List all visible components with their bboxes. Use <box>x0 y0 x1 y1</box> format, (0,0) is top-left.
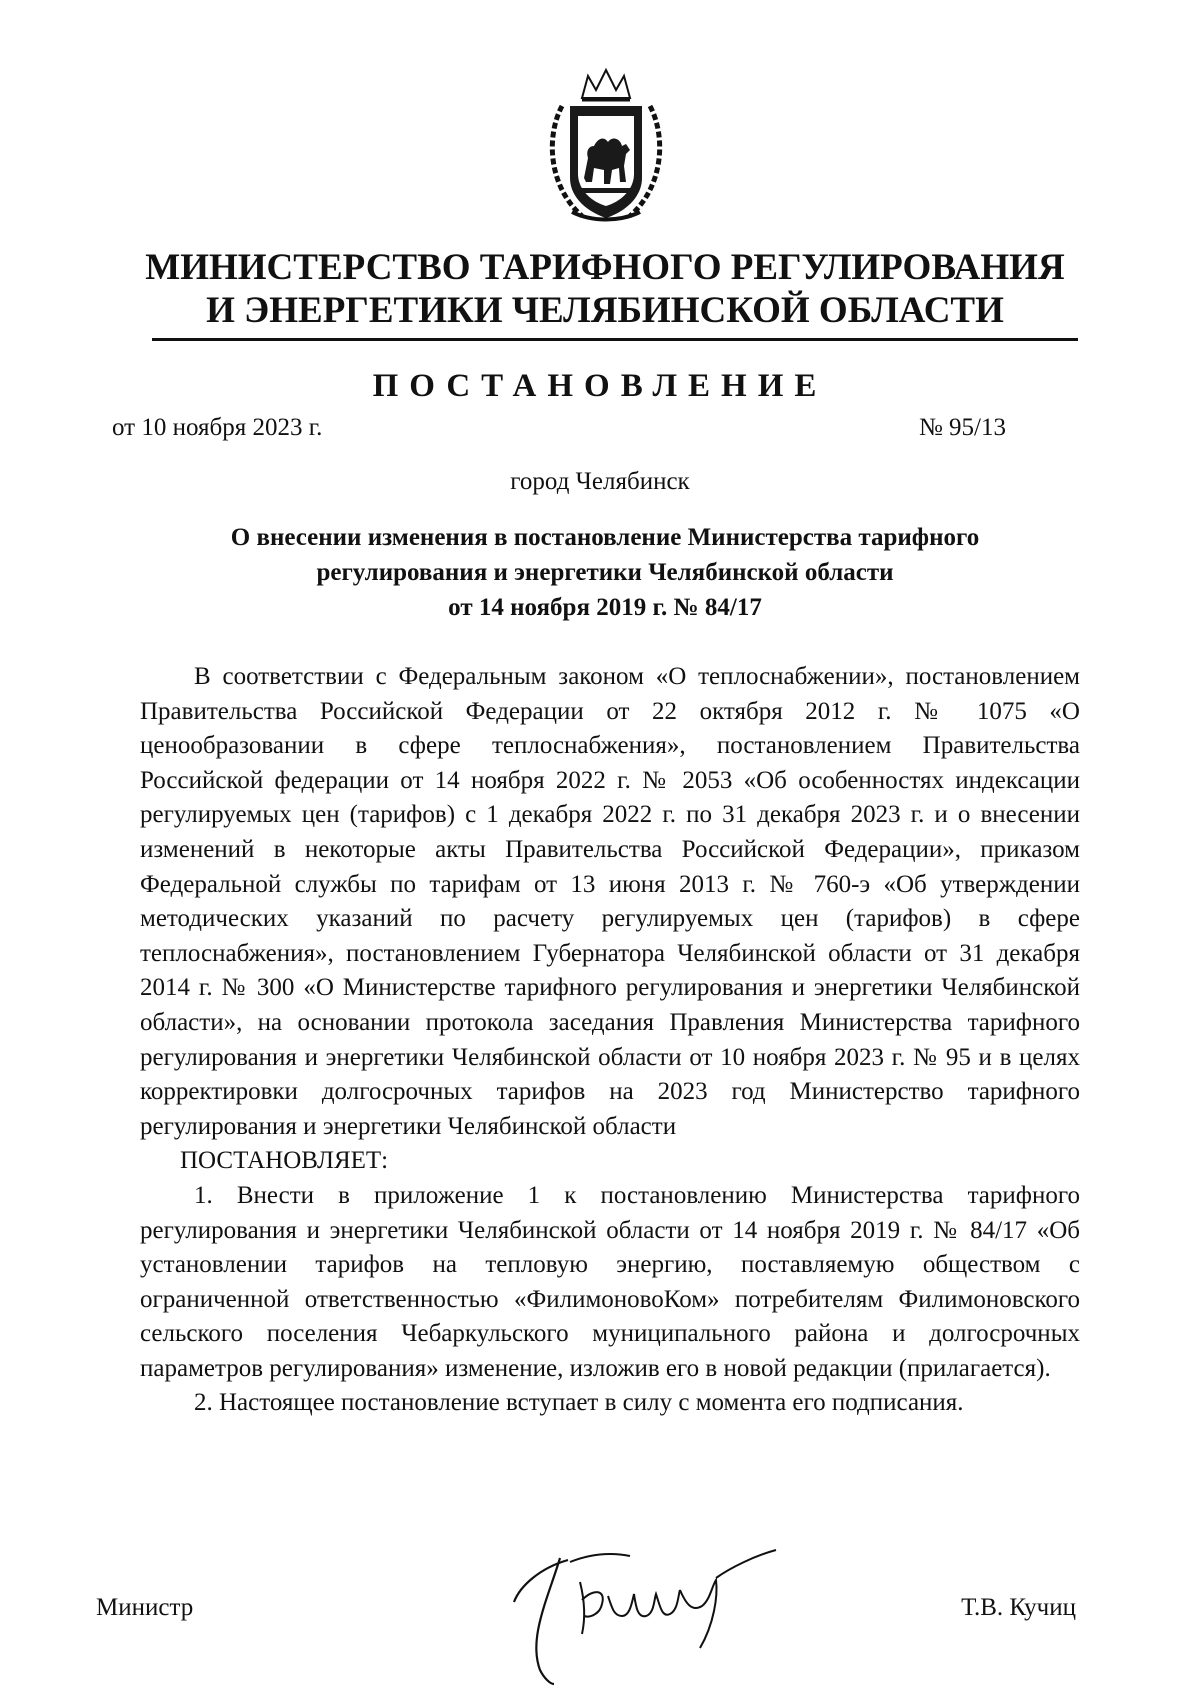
ministry-name-line-1: МИНИСТЕРСТВО ТАРИФНОГО РЕГУЛИРОВАНИЯ <box>145 247 1065 288</box>
signer-position: Министр <box>96 1594 194 1621</box>
decree-word: ПОСТАНОВЛЯЕТ: <box>180 1147 389 1175</box>
signer-name: Т.В. Кучиц <box>961 1594 1076 1621</box>
preamble-paragraph: В соответствии с Федеральным законом «О теплоснабжении», постановлением Правительства Российской Федерации от 22 октября 2012 г. № 1075 «О ценообразовании в сфере теплоснабжения», постановлением Правительства Российской федерации от 14 ноября 2022 г. № 2053 «Об особенностях индексации регулируемых цен (тарифов) с 1 декабря 2022 г. по 31 декабря 2023 г. и о внесении изменений в некоторые акты Правительства Российской Федерации», приказом Федеральной службы по тарифам от 13 июня 2013 г. № 760-э «Об утверждении методических указаний по расчету регулируемых цен (тарифов) в сфере теплоснабжения», постановлением Губернатора Челябинской области от 31 декабря 2014 г. № 300 «О Министерстве тарифного регулирования и энергетики Челябинской области», на основании протокола заседания Правления Министерства тарифного регулирования и энергетики Челябинской области от 10 ноября 2023 г. № 95 и в целях корректировки долгосрочных тарифов на 2023 год Министерство тарифного регулирования и энергетики Челябинской области <box>140 663 1080 1140</box>
subject-line-2: регулирования и энергетики Челябинской области <box>316 559 894 586</box>
header-divider <box>152 338 1078 341</box>
coat-of-arms-icon <box>542 66 670 226</box>
ministry-name-line-2: И ЭНЕРГЕТИКИ ЧЕЛЯБИНСКОЙ ОБЛАСТИ <box>206 290 1004 331</box>
document-type: ПОСТАНОВЛЕНИЕ <box>372 368 828 404</box>
item-2-paragraph: 2. Настоящее постановление вступает в силу с момента его подписания. <box>194 1389 964 1417</box>
document-city: город Челябинск <box>510 468 690 495</box>
document-number: № 95/13 <box>918 414 1006 441</box>
subject-line-1: О внесении изменения в постановление Министерства тарифного <box>230 524 980 551</box>
signature-icon <box>510 1538 780 1686</box>
item-1-paragraph: 1. Внести в приложение 1 к постановлению Министерства тарифного регулирования и энергетики Челябинской области от 14 ноября 2019 г. № 84/17 «Об установлении тарифов на тепловую энергию, поставляемую обществом с ограниченной ответственностью «ФилимоновоКом» потребителям Филимоновского сельского поселения Чебаркульского муниципального района и долгосрочных параметров регулирования» изменение, изложив его в новой редакции (прилагается). <box>140 1181 1080 1382</box>
document-subject <box>140 520 1070 625</box>
subject-line-3: от 14 ноября 2019 г. № 84/17 <box>448 594 762 621</box>
document-body <box>140 660 1080 1421</box>
ministry-name <box>130 246 1080 332</box>
document-date: от 10 ноября 2023 г. <box>112 414 323 441</box>
